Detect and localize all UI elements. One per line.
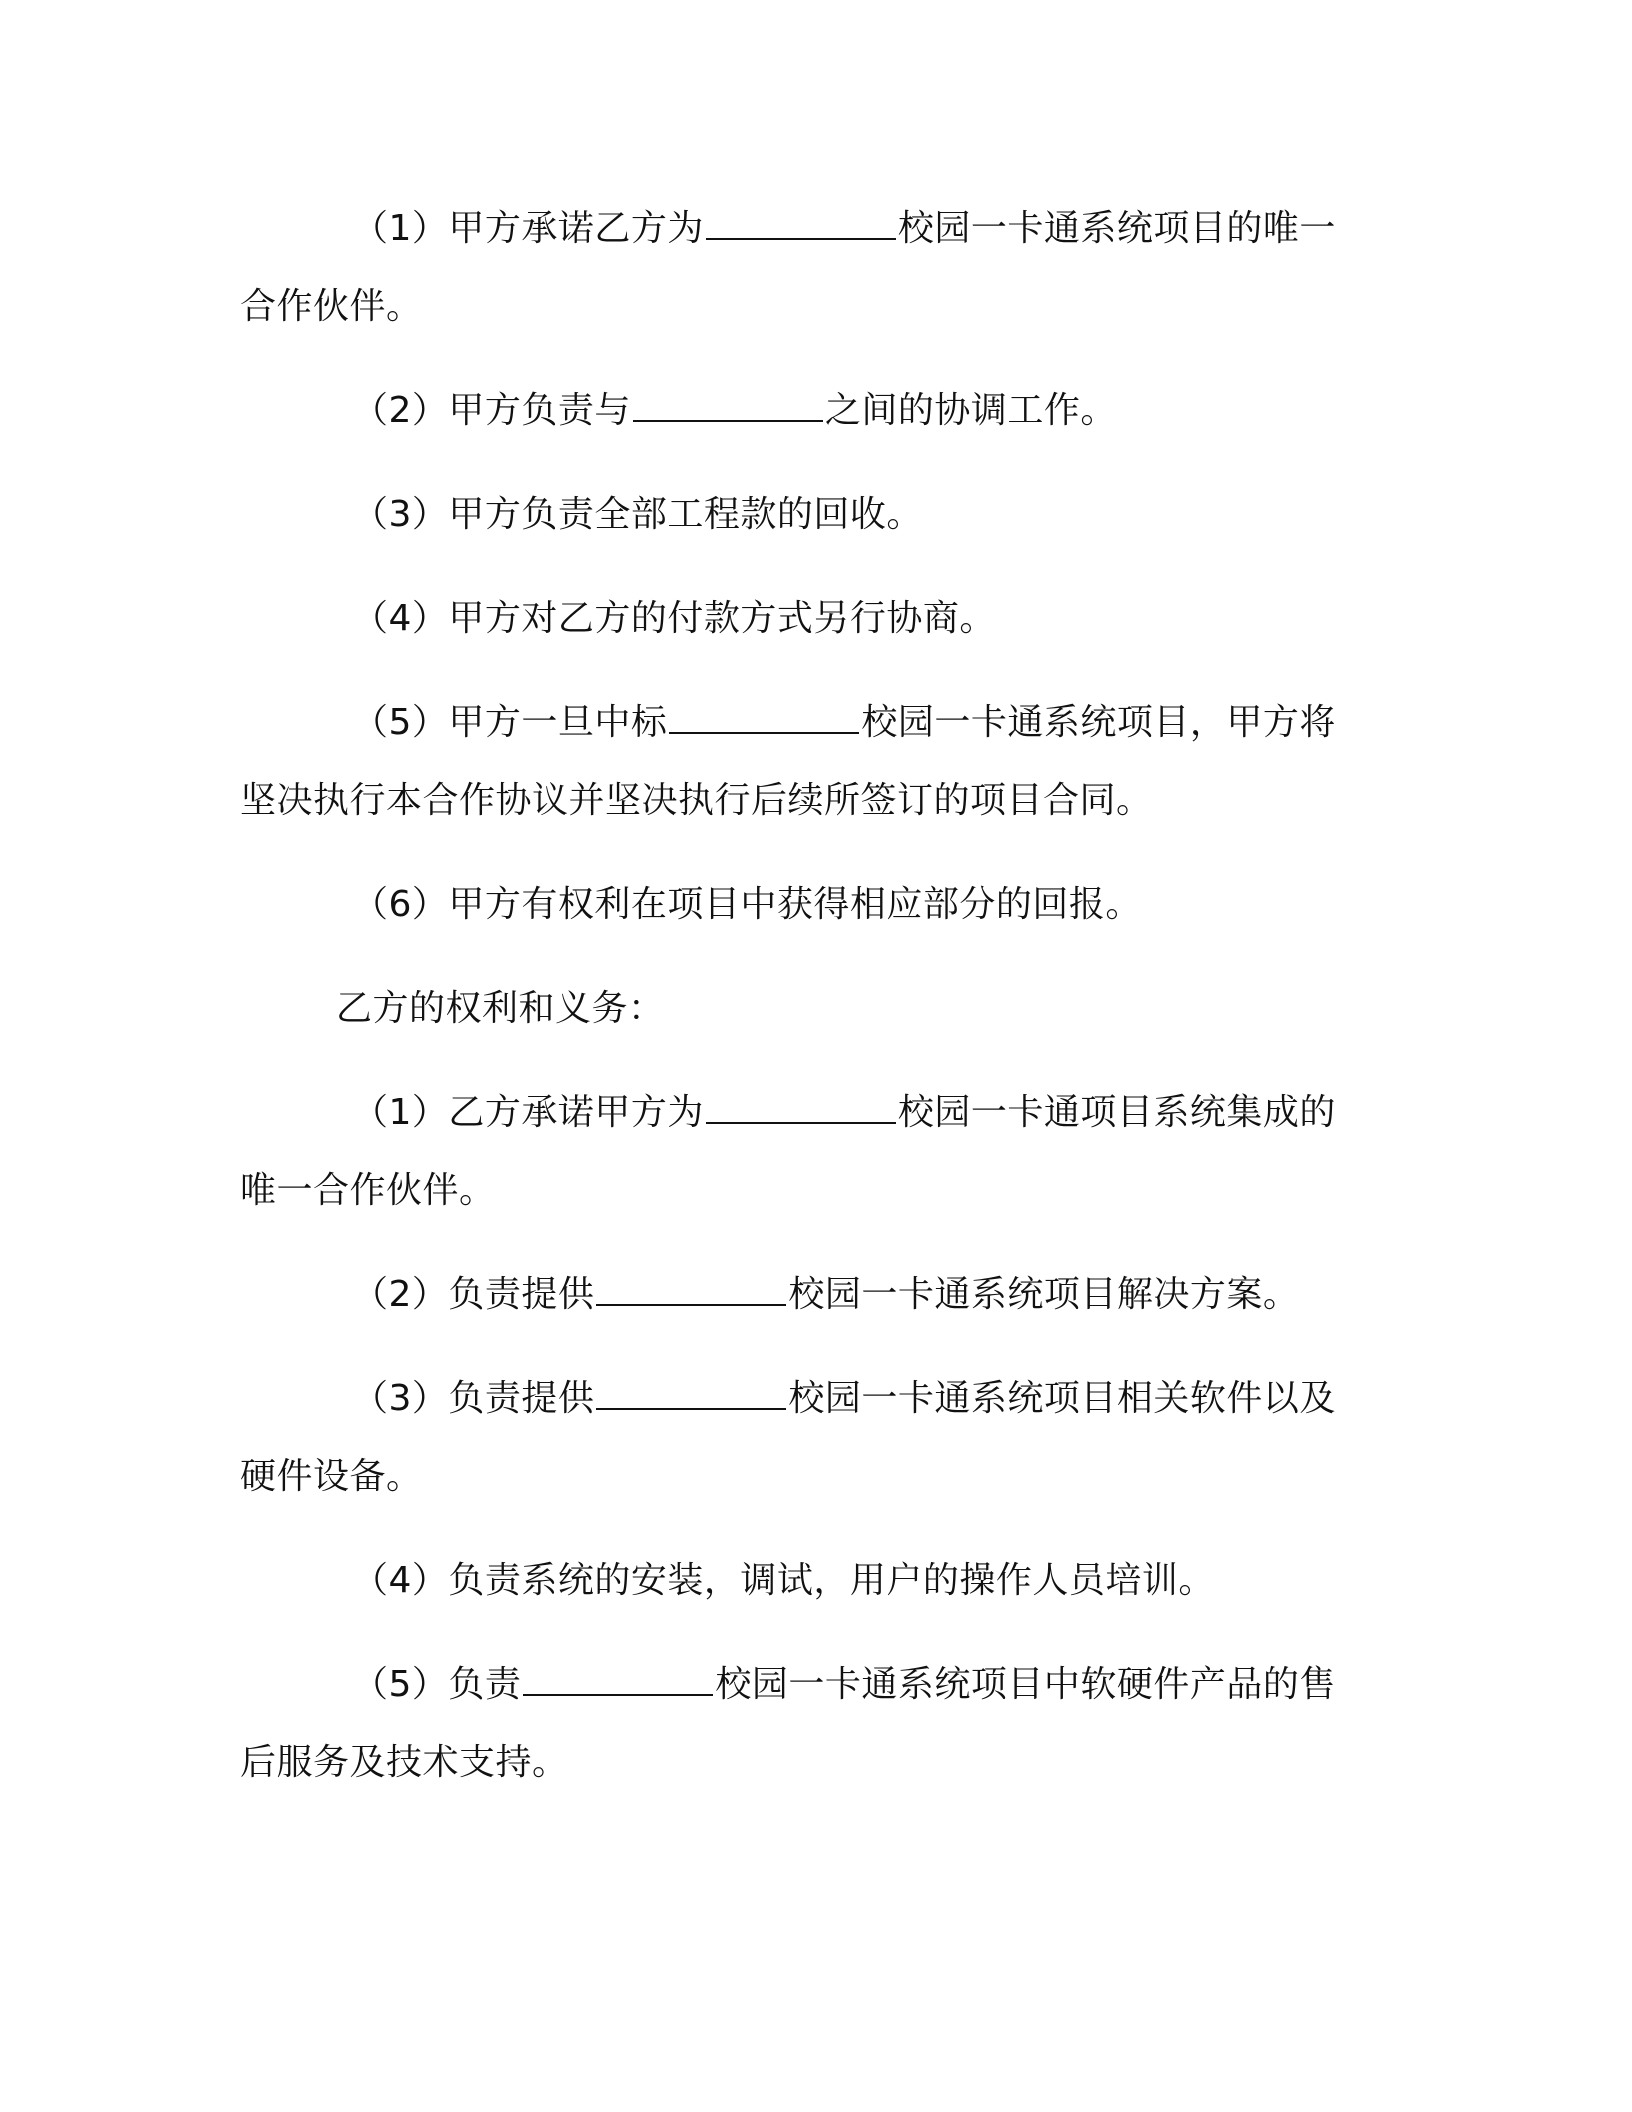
item-text: 之间的协调工作。 xyxy=(824,390,1117,431)
party-a-item-6 xyxy=(240,866,1360,944)
item-number: （4） xyxy=(352,1560,449,1601)
item-text: 负责提供 xyxy=(448,1274,595,1315)
fill-in-blank xyxy=(706,208,896,240)
item-number: （5） xyxy=(352,702,449,743)
item-number: （5） xyxy=(352,1664,449,1705)
item-number: （4） xyxy=(352,598,449,639)
item-text: 甲方有权利在项目中获得相应部分的回报。 xyxy=(448,884,1142,925)
party-a-item-1 xyxy=(240,190,1360,346)
party-b-item-2 xyxy=(240,1256,1360,1334)
party-b-item-1 xyxy=(240,1074,1360,1230)
item-text: 甲方负责全部工程款的回收。 xyxy=(448,494,923,535)
item-text: 校园一卡通系统项目，甲方将坚决执行本合作协议并坚决执行后续所签订的项目合同。 xyxy=(240,702,1336,821)
item-text: 甲方负责与 xyxy=(448,390,631,431)
item-text: 校园一卡通系统项目解决方案。 xyxy=(788,1274,1300,1315)
party-b-item-3 xyxy=(240,1360,1360,1516)
party-b-item-4 xyxy=(240,1542,1360,1620)
item-text: 负责 xyxy=(448,1664,522,1705)
party-a-item-2 xyxy=(240,372,1360,450)
fill-in-blank xyxy=(596,1274,786,1306)
item-text: 校园一卡通系统项目相关软件以及硬件设备。 xyxy=(240,1378,1336,1497)
item-text: 负责系统的安装，调试，用户的操作人员培训。 xyxy=(448,1560,1215,1601)
party-b-item-5 xyxy=(240,1646,1360,1802)
document-body xyxy=(240,190,1360,1802)
item-number: （3） xyxy=(352,494,449,535)
item-text: 甲方对乙方的付款方式另行协商。 xyxy=(448,598,996,639)
item-text: 校园一卡通系统项目的唯一合作伙伴。 xyxy=(240,208,1336,327)
item-text: 乙方承诺甲方为 xyxy=(448,1092,704,1133)
party-b-heading: 乙方的权利和义务： xyxy=(336,988,665,1029)
item-number: （2） xyxy=(352,1274,449,1315)
fill-in-blank xyxy=(633,390,823,422)
item-number: （1） xyxy=(352,1092,449,1133)
fill-in-blank xyxy=(669,702,859,734)
fill-in-blank xyxy=(706,1092,896,1124)
item-text: 甲方承诺乙方为 xyxy=(448,208,704,249)
fill-in-blank xyxy=(596,1378,786,1410)
item-text: 校园一卡通系统项目中软硬件产品的售后服务及技术支持。 xyxy=(240,1664,1336,1783)
item-text: 甲方一旦中标 xyxy=(448,702,668,743)
party-a-item-3 xyxy=(240,476,1360,554)
party-a-item-5 xyxy=(240,684,1360,840)
item-text: 校园一卡通项目系统集成的唯一合作伙伴。 xyxy=(240,1092,1336,1211)
item-number: （6） xyxy=(352,884,449,925)
party-a-item-4 xyxy=(240,580,1360,658)
item-number: （1） xyxy=(352,208,449,249)
item-text: 负责提供 xyxy=(448,1378,595,1419)
item-number: （2） xyxy=(352,390,449,431)
fill-in-blank xyxy=(523,1664,713,1696)
item-number: （3） xyxy=(352,1378,449,1419)
